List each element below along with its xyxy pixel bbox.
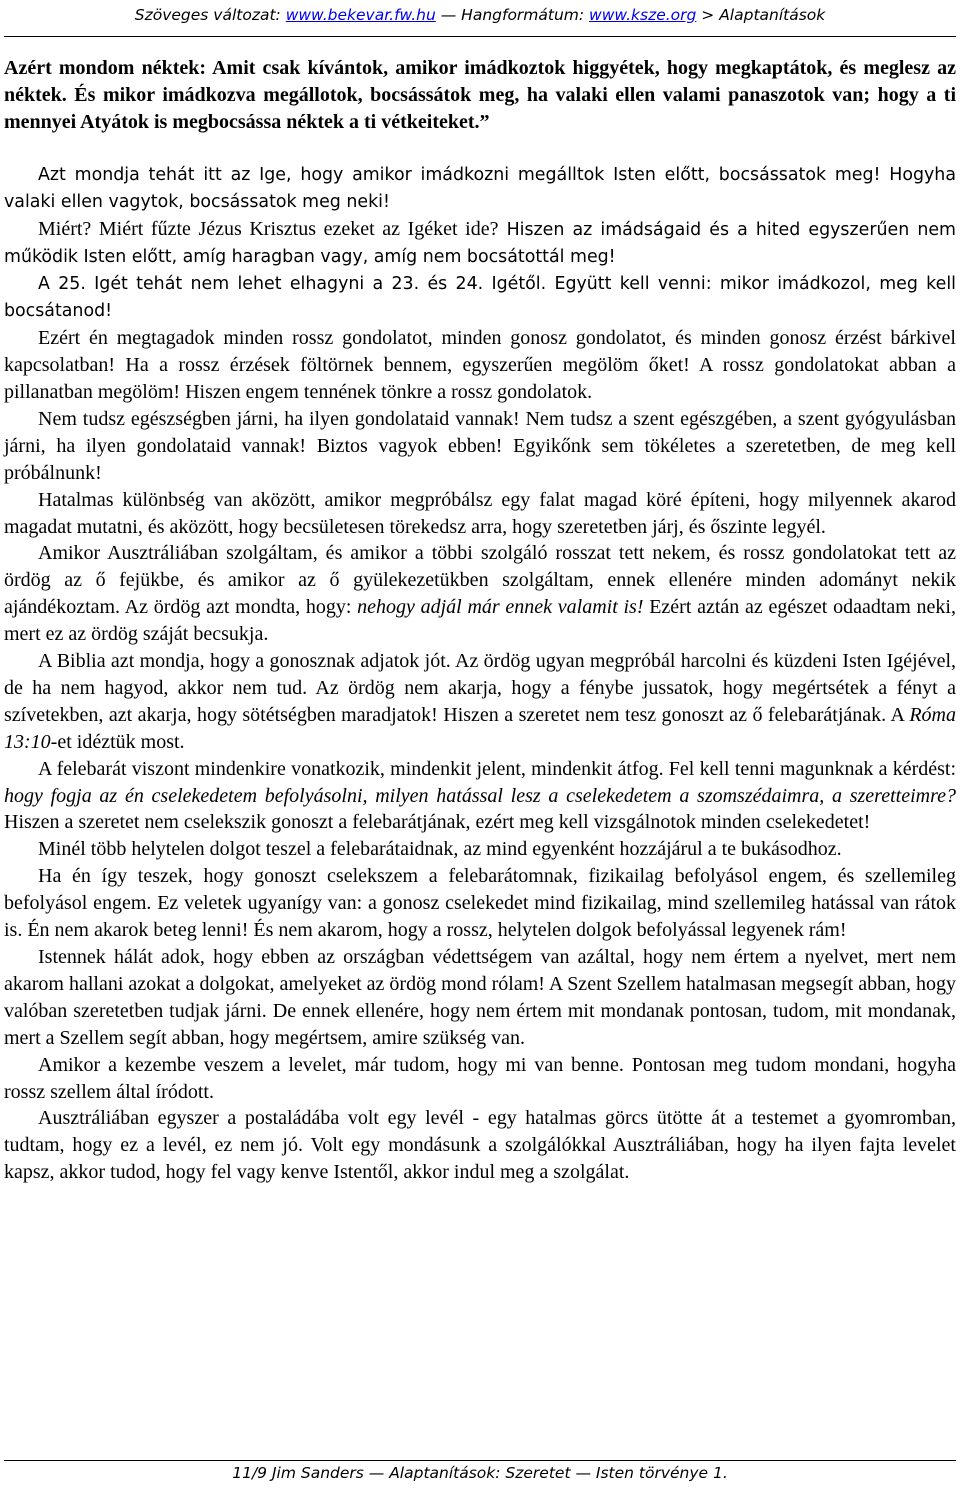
paragraph: Ezért én megtagadok minden rossz gondolatot, minden gonosz gondolatot, és minden gonosz érzést bárkivel kapcsolatban! Ha a rossz érzések föltörnek bennem, egyszerűen megölöm őket! A rossz gondolatokat abban a pillanatban megölöm! Hiszen engem tennének tönkre a rossz gondolatok. xyxy=(4,327,956,403)
paragraph: Minél több helytelen dolgot teszel a felebarátaidnak, az mind egyenként hozzájárul a te bukásodhoz. xyxy=(38,838,842,861)
paragraph: Nem tudsz egészségben járni, ha ilyen gondolataid vannak! Nem tudsz a szent egészgében, a szent gyógyulásban járni, ha ilyen gondolataid vannak! Biztos vagyok ebben! Egyikőnk sem tökéletes a szeretetben, de meg kell próbálnunk! xyxy=(4,407,956,484)
scripture-quote: Azért mondom néktek: Amit csak kívántok, amikor imádkoztok higgyétek, hogy megkaptátok, és meglesz az néktek. És mikor imádkozva megállotok, bocsássátok meg, ha valaki ellen valami panaszotok van; hogy a ti mennyei Atyátok is megbocsássa néktek a ti vétkeiteket.” xyxy=(4,57,956,133)
paragraph xyxy=(4,540,956,648)
paragraph-text: Ezért aztán az egészet odaadtam neki, mert ez az ördög száját becsukja. xyxy=(4,596,956,646)
paragraph: Ha én így teszek, hogy gonoszt cselekszem a felebarátomnak, fizikailag befolyásol engem, és szellemileg befolyásol engem. Ez veletek ugyanígy van: a gonosz cselekedet mind fizikailag, mind szellemileg hatással van rátok is. Én nem akarok beteg lenni! És nem akarom, hogy a rossz, helytelen dolgok befolyással legyenek rám! xyxy=(4,865,956,942)
paragraph: Ausztráliában egyszer a postaládába volt egy levél - egy hatalmas görcs ütötte át a testemet a gyomromban, tudtam, hogy ez a levél, ez nem jó. Volt egy mondásunk a szolgálókkal Ausztráliában, hogy ha ilyen fajta levelet kapsz, akkor tudod, hogy fel vagy kenve Istentől, akkor indul meg a szolgálat. xyxy=(4,1107,956,1184)
paragraph-text: Hiszen az imádságaid és a hited egyszerűen nem működik Isten előtt, amíg haragban vagy, amíg nem bocsátottál meg! xyxy=(4,219,956,268)
page-header xyxy=(0,0,960,36)
paragraph: Amikor a kezembe veszem a levelet, már tudom, hogy mi van benne. Pontosan meg tudom mondani, hogyha rossz szellem által íródott. xyxy=(4,1053,956,1103)
paragraph-text: Hiszen a szeretet nem cselekszik gonoszt a felebarátjának, ezért meg kell vizsgálnotok minden cselekedetet! xyxy=(4,811,871,834)
audio-format-label: — Hangformátum: xyxy=(435,6,590,24)
header-divider xyxy=(4,36,956,37)
paragraph: A 25. Igét tehát nem lehet elhagyni a 23. és 24. Igétől. Együtt kell venni: mikor imádkozol, meg kell bocsátanod! xyxy=(4,274,956,322)
ksze-link[interactable]: www.ksze.org xyxy=(589,6,697,24)
paragraph: Istennek hálát adok, hogy ebben az országban védettségem van azáltal, hogy nem értem a nyelvet, mert nem akarom hallani azokat a dolgokat, amelyeket az ördög mond rólam! A Szent Szellem hatalmasan megsegít abban, hogy valóban szeretetben tudjak járni. De ennek ellenére, hogy nem értem mit mondanak pontosan, tudom, mit mondanak, mert a Szellem segít abban, hogy megértsem, amire szükség van. xyxy=(4,946,956,1049)
question-quote: hogy fogja az én cselekedetem befolyásolni, milyen hatással lesz a cselekedetem a szomszédaimra, a szeretteimre? xyxy=(4,784,956,807)
paragraph xyxy=(4,216,956,272)
paragraph-text: -et idéztük most. xyxy=(50,730,185,753)
page-body xyxy=(4,55,956,1186)
paragraph: Azt mondja tehát itt az Ige, hogy amikor imádkozni megálltok Isten előtt, bocsássatok meg! Hogyha valaki ellen vagytok, bocsássatok meg neki! xyxy=(4,164,956,212)
paragraph-question: Miért? Miért fűzte Jézus Krisztus ezeket az Igéket ide? xyxy=(38,217,499,240)
footer-divider xyxy=(4,1460,956,1461)
breadcrumb: > Alaptanítások xyxy=(696,6,826,24)
text-version-label: Szöveges változat: xyxy=(134,6,286,24)
paragraph xyxy=(4,756,956,837)
paragraph xyxy=(4,648,956,756)
page-footer: 11/9 Jim Sanders — Alaptanítások: Szeretet — Isten törvénye 1. xyxy=(232,1464,728,1482)
paragraph-text: A Biblia azt mondja, hogy a gonosznak adjatok jót. Az ördög ugyan megpróbál harcolni és küzdeni Isten Igéjével, de ha nem hagyod, akkor nem tud. Az ördög nem akarja, hogy a fénybe jussatok, hogy megértsétek a fényt a szívetekben, azt akarja, hogy sötétségben maradjatok! Hiszen a szeretet nem tesz gonoszt az ő felebarátjának. A xyxy=(4,650,956,726)
devil-quote: nehogy adjál már ennek valamit is! xyxy=(357,596,644,619)
paragraph-text: Amikor Ausztráliában szolgáltam, és amikor a többi szolgáló rosszat tett nekem, és rossz gondolatokat tett az ördög az ő fejükbe, és amikor az ő gyülekezetükben szolgáltam, ennek ellenére minden adományt nekik ajándékoztam. Az ördög azt mondta, hogy: xyxy=(4,542,956,619)
paragraph-text: A felebarát viszont mindenkire vonatkozik, mindenkit jelent, mindenkit átfog. Fel kell tenni magunknak a kérdést: xyxy=(38,757,956,780)
bekevar-link[interactable]: www.bekevar.fw.hu xyxy=(285,6,436,24)
scripture-reference: Róma 13:10 xyxy=(4,703,956,753)
paragraph: Hatalmas különbség van aközött, amikor megpróbálsz egy falat magad köré építeni, hogy milyennek akarod magadat mutatni, és aközött, hogy becsületesen törekedsz arra, hogy szeretetben járj, és őszinte legyél. xyxy=(4,488,956,538)
